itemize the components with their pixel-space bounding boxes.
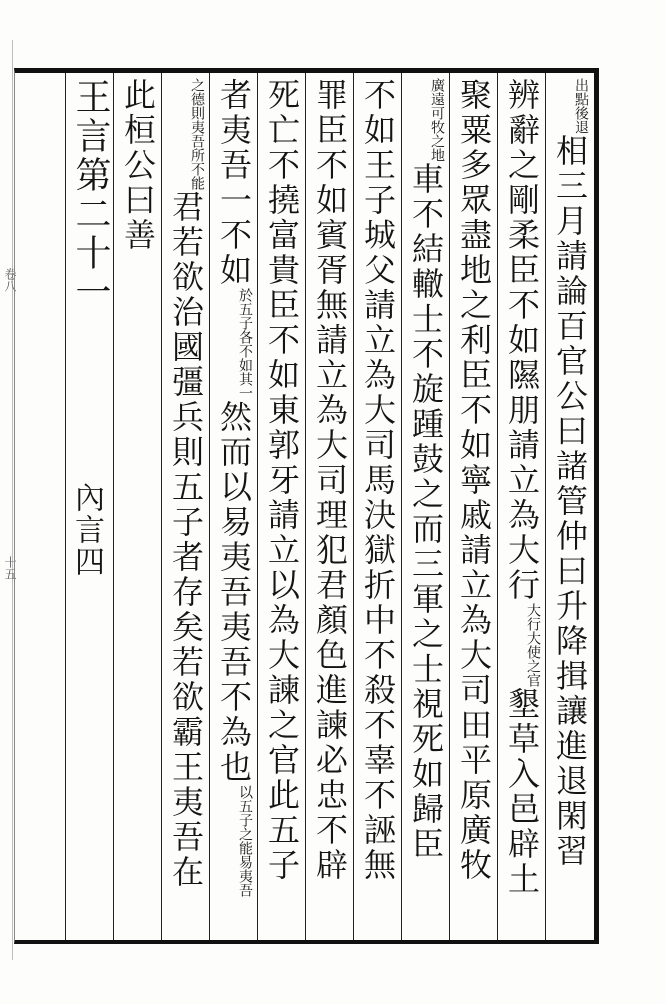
main-text: 辨辭之剛柔臣不如隰朋請立為大行 — [503, 78, 541, 603]
text-column — [164, 78, 208, 938]
text-column — [452, 78, 496, 938]
text-column — [548, 78, 592, 938]
text-column — [212, 78, 256, 938]
section-label: 內言四 — [69, 482, 104, 578]
column-rule — [497, 73, 498, 940]
main-text: 聚粟多眾盡地之利臣不如寧戚請立為大司田平原廣牧 — [455, 78, 493, 883]
text-column — [404, 78, 448, 938]
margin-mark-volume: 卷八 — [3, 268, 17, 292]
annotation-note: 以五子之能易夷吾 — [237, 785, 253, 897]
annotation-note: 之德則夷吾所不能 — [189, 78, 205, 190]
column-rule — [353, 73, 354, 940]
column-rule — [209, 73, 210, 940]
column-rule — [401, 73, 402, 940]
column-rule — [161, 73, 162, 940]
column-rule — [305, 73, 306, 940]
main-text: 相三月請論百官公曰諸管仲曰升降揖讓進退閑習 — [551, 134, 589, 869]
annotation-note: 大行大使之官 — [525, 603, 541, 687]
margin-mark-page: 十五 — [3, 556, 17, 580]
binding-strip — [0, 40, 13, 960]
text-column — [308, 78, 352, 938]
main-text: 然而以易夷吾夷吾不為也 — [215, 400, 253, 785]
main-text: 車不結轍士不旋踵鼓之而三軍之士視死如歸臣 — [407, 162, 445, 862]
annotation-note: 廣遠可牧之地 — [429, 78, 445, 162]
chapter-title: 王言第二十一 — [70, 78, 111, 312]
text-column — [260, 78, 304, 938]
column-rule — [113, 73, 114, 940]
column-rule — [257, 73, 258, 940]
main-text: 者夷吾一不如 — [215, 78, 253, 288]
text-column — [356, 78, 400, 938]
annotation-note: 於五子各不如其一 — [237, 288, 253, 400]
column-rule — [545, 73, 546, 940]
main-text: 死亡不撓富貴臣不如東郭牙請立以為大諫之官此五子 — [263, 78, 301, 883]
text-column — [116, 78, 160, 938]
main-text: 墾草入邑辟土 — [503, 687, 541, 897]
main-text: 此桓公曰善 — [119, 78, 157, 253]
annotation-note: 出點後退 — [573, 78, 589, 134]
column-rule — [449, 73, 450, 940]
text-column — [500, 78, 544, 938]
main-text: 君若欲治國彊兵則五子者存矣若欲霸王夷吾在 — [167, 190, 205, 890]
main-text: 罪臣不如賓胥無請立為大司理犯君顏色進諫必忠不辟 — [311, 78, 349, 883]
main-text: 不如王子城父請立為大司馬決獄折中不殺不辜不誣無 — [359, 78, 397, 883]
